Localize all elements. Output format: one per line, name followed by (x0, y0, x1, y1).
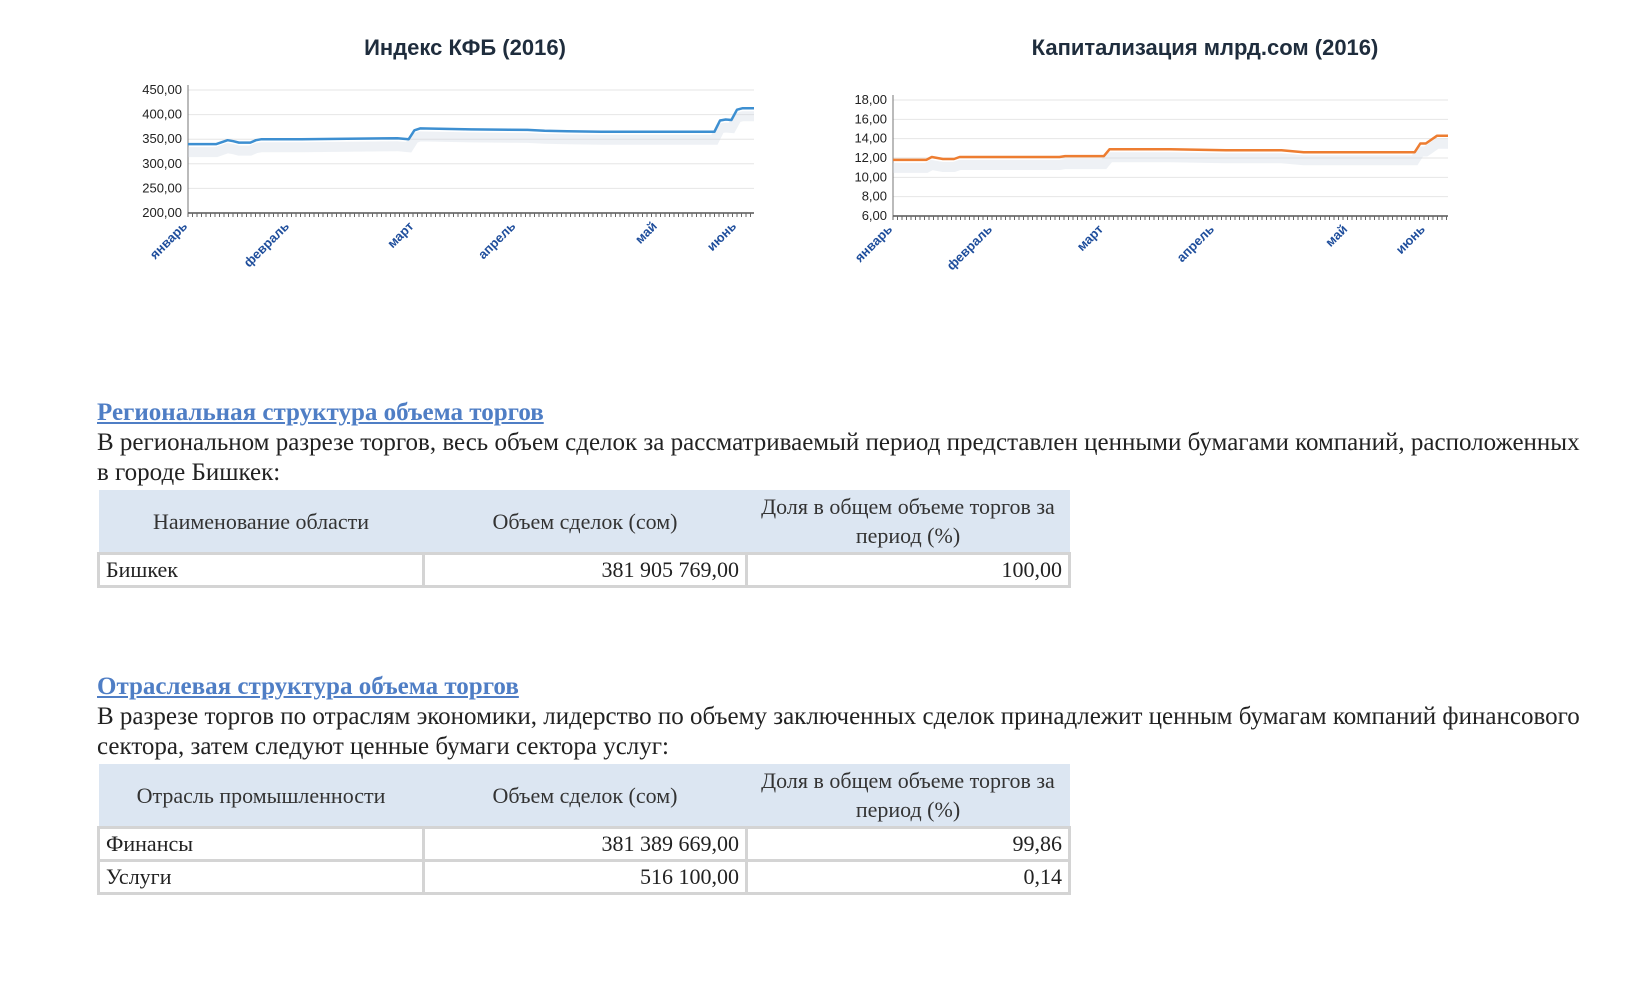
y-tick-label: 350,00 (142, 131, 182, 147)
kfb-chart-title: Индекс КФБ (2016) (364, 35, 566, 60)
table-header-cell: Доля в общем объеме торгов за период (%) (747, 490, 1070, 554)
sectoral-heading: Отраслевая структура объема торгов (97, 673, 519, 700)
month-label: февраль (240, 218, 293, 271)
sectoral-table (97, 764, 1071, 895)
table-cell-share: 0,14 (747, 861, 1070, 894)
month-label: май (631, 218, 660, 247)
table-cell-volume: 381 389 669,00 (424, 828, 747, 861)
month-label: январь (146, 218, 191, 262)
y-tick-label: 200,00 (142, 205, 182, 220)
regional-section (97, 398, 1597, 588)
table-cell-volume: 516 100,00 (424, 861, 747, 894)
sectoral-section (97, 672, 1597, 895)
y-tick-label: 300,00 (142, 155, 182, 171)
table-cell-sector: Услуги (99, 861, 424, 894)
sectoral-text: В разрезе торгов по отраслям экономики, лидерство по объему заключенных сделок принадлежит ценным бумагам компаний финансового сектора, затем следуют ценные бумаги сектора услуг: (97, 703, 1580, 760)
month-label: февраль (943, 221, 996, 274)
table-header-cell: Доля в общем объеме торгов за период (%) (747, 764, 1070, 828)
capitalization-chart (830, 25, 1550, 300)
month-label: апрель (474, 218, 519, 263)
series-shadow (188, 116, 754, 152)
capitalization-chart-title: Капитализация млрд.сом (2016) (1031, 35, 1379, 60)
table-header-cell: Объем сделок (сом) (424, 490, 747, 554)
table-cell-volume: 381 905 769,00 (424, 554, 747, 587)
capitalization-chart-svg (830, 25, 1550, 300)
y-tick-label: 6,00 (861, 208, 887, 223)
table-header-row (99, 764, 1070, 828)
y-tick-label: 14,00 (854, 130, 887, 146)
table-cell-share: 99,86 (747, 828, 1070, 861)
month-label: май (1322, 221, 1351, 250)
kfb-index-chart-svg (120, 25, 800, 300)
table-row (99, 828, 1070, 861)
regional-text: В региональном разрезе торгов, весь объем сделок за рассматриваемый период представлен ценными бумагами компаний, расположенных в городе Бишкек: (97, 429, 1580, 486)
month-label: январь (851, 221, 896, 265)
y-tick-label: 8,00 (861, 188, 887, 204)
table-row (99, 554, 1070, 587)
y-tick-label: 250,00 (142, 180, 182, 196)
table-cell-share: 100,00 (747, 554, 1070, 587)
month-label: апрель (1173, 221, 1218, 266)
y-tick-label: 400,00 (142, 106, 182, 122)
table-header-cell: Наименование области (99, 490, 424, 554)
table-cell-sector: Финансы (99, 828, 424, 861)
month-label: март (1073, 221, 1107, 254)
regional-heading: Региональная структура объема торгов (97, 399, 544, 426)
kfb-index-chart (120, 25, 800, 300)
month-label: март (384, 218, 417, 251)
table-cell-region: Бишкек (99, 554, 424, 587)
table-header-cell: Объем сделок (сом) (424, 764, 747, 828)
y-tick-label: 16,00 (854, 111, 887, 127)
month-label: июнь (703, 218, 740, 254)
regional-table (97, 490, 1071, 588)
table-row (99, 861, 1070, 894)
y-tick-label: 450,00 (142, 82, 182, 97)
y-tick-label: 12,00 (854, 150, 887, 165)
month-label: июнь (1392, 221, 1428, 257)
table-header-cell: Отрасль промышленности (99, 764, 424, 828)
y-tick-label: 18,00 (854, 92, 887, 107)
y-tick-label: 10,00 (854, 169, 887, 185)
table-header-row (99, 490, 1070, 554)
